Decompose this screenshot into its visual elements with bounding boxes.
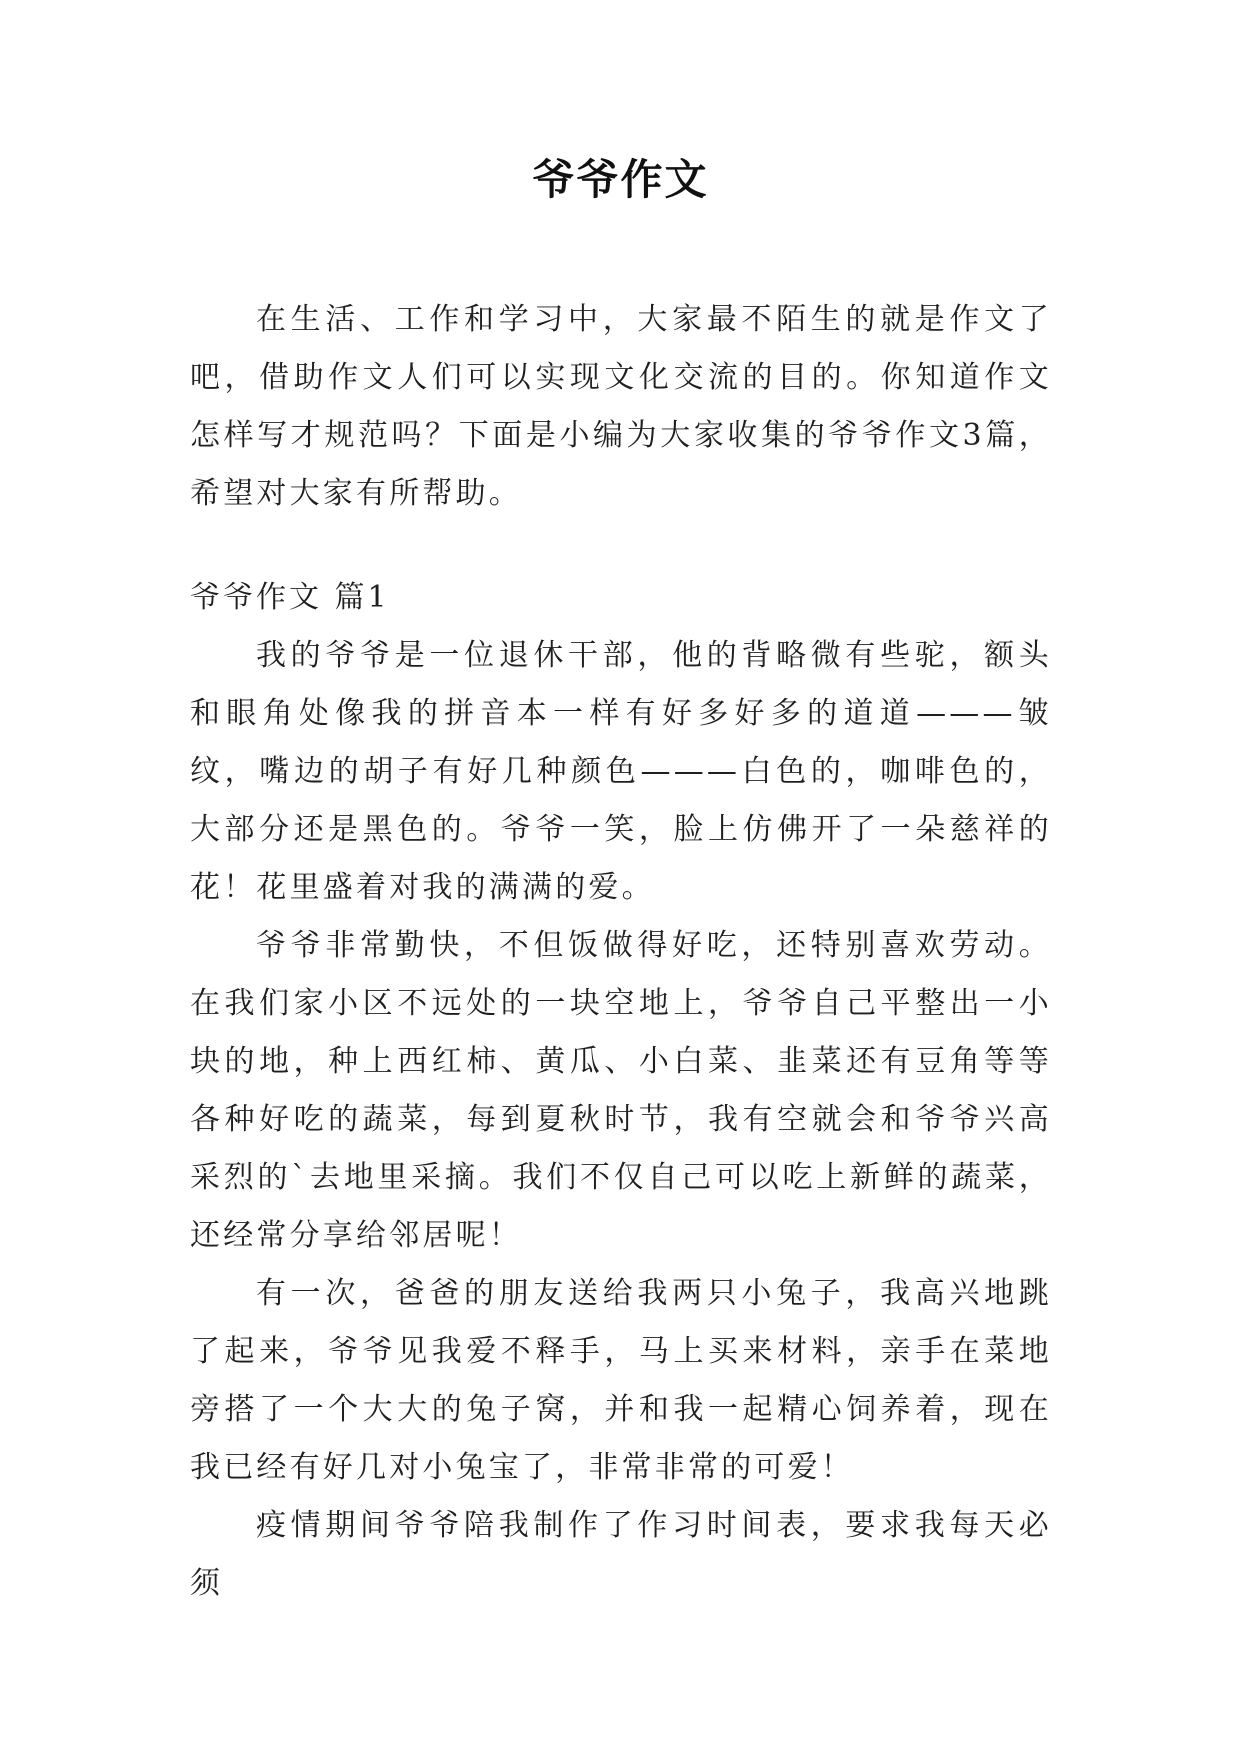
- body-paragraph: 我的爷爷是一位退休干部，他的背略微有些驼，额头和眼角处像我的拼音本一样有好多好多的道道———皱纹，嘴边的胡子有好几种颜色———白色的，咖啡色的，大部分还是黑色的。爷爷一笑，脸上仿佛开了一朵慈祥的花！花里盛着对我的满满的爱。: [190, 638, 1052, 905]
- body-paragraph: 疫情期间爷爷陪我制作了作习时间表，要求我每天必须: [190, 1508, 1052, 1601]
- body-paragraph: 爷爷非常勤快，不但饭做得好吃，还特别喜欢劳动。在我们家小区不远处的一块空地上，爷爷自己平整出一小块的地，种上西红柿、黄瓜、小白菜、韭菜还有豆角等等各种好吃的蔬菜，每到夏秋时节，我有空就会和爷爷兴高采烈的`去地里采摘。我们不仅自己可以吃上新鲜的蔬菜，还经常分享给邻居呢！: [190, 928, 1052, 1253]
- document-body: [190, 291, 1052, 1613]
- body-paragraph: 有一次，爸爸的朋友送给我两只小兔子，我高兴地跳了起来，爷爷见我爱不释手，马上买来材料，亲手在菜地旁搭了一个大大的兔子窝，并和我一起精心饲养着，现在我已经有好几对小兔宝了，非常非常的可爱！: [190, 1276, 1052, 1485]
- document-title: 爷爷作文: [532, 155, 709, 204]
- intro-paragraph: 在生活、工作和学习中，大家最不陌生的就是作文了吧，借助作文人们可以实现文化交流的目的。你知道作文怎样写才规范吗？下面是小编为大家收集的爷爷作文3篇，希望对大家有所帮助。: [190, 302, 1052, 511]
- section-heading: 爷爷作文 篇1: [190, 580, 390, 615]
